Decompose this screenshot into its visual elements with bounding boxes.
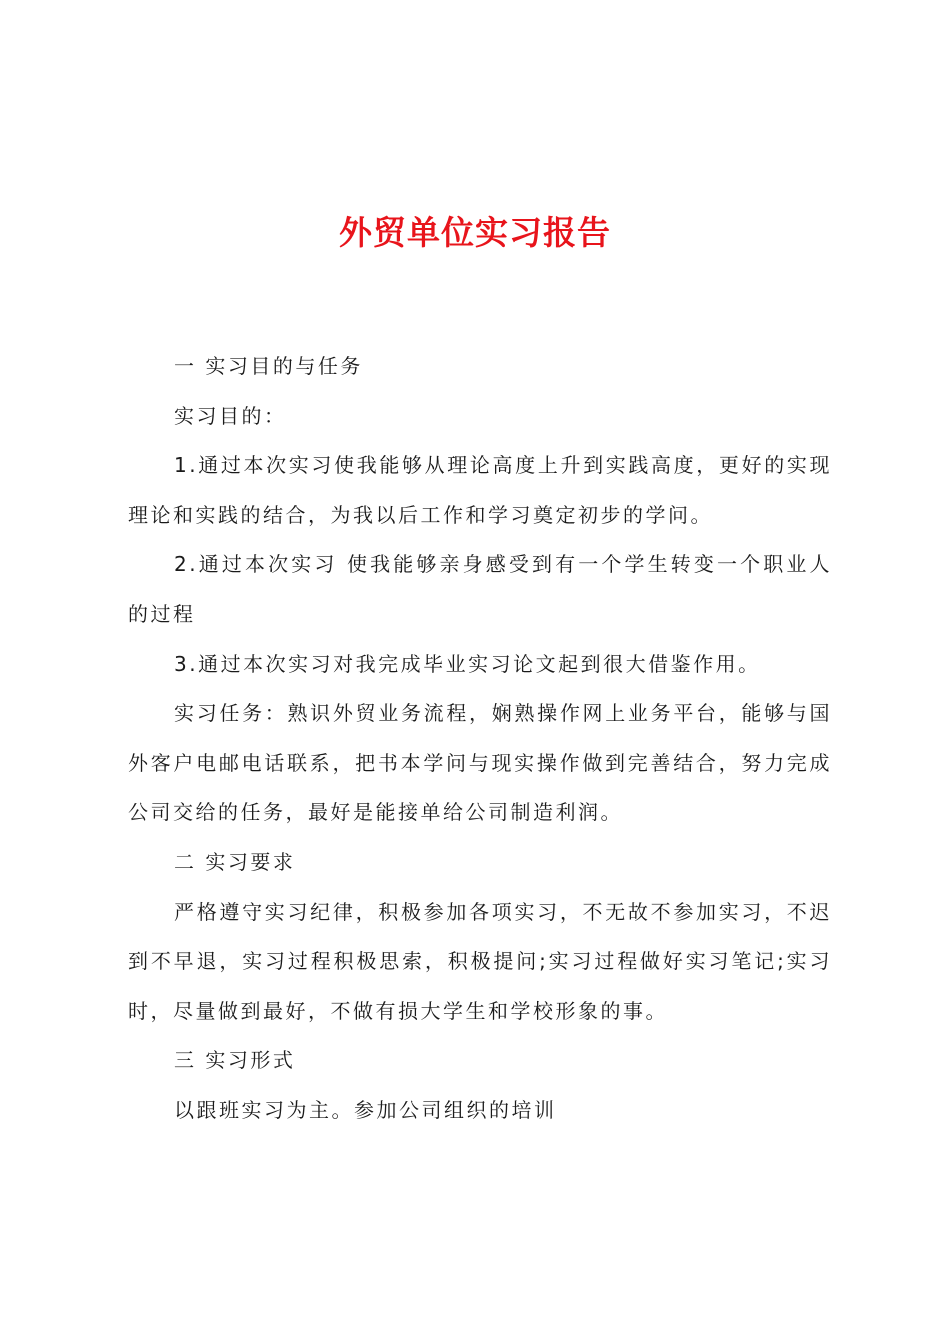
document-title: 外贸单位实习报告	[339, 213, 611, 252]
paragraph-purpose-label: 实习目的：	[174, 403, 287, 428]
paragraph-purpose-item-1: 1.通过本次实习使我能够从理论高度上升到实践高度，更好的实现理论和实践的结合，为我以后工作和学习奠定初步的学问。	[128, 453, 832, 527]
paragraph-purpose-item-3: 3.通过本次实习对我完成毕业实习论文起到很大借鉴作用。	[174, 651, 761, 676]
section-heading-purpose: 一 实习目的与任务	[174, 354, 363, 378]
section-heading-requirements: 二 实习要求	[174, 849, 296, 874]
paragraph-purpose-item-2: 2.通过本次实习 使我能够亲身感受到有一个学生转变一个职业人的过程	[128, 552, 832, 626]
document-body	[128, 342, 832, 1136]
paragraph-tasks: 实习任务：熟识外贸业务流程，娴熟操作网上业务平台，能够与国外客户电邮电话联系，把书本学问与现实操作做到完善结合，努力完成公司交给的任务，最好是能接单给公司制造利润。	[128, 701, 832, 825]
section-heading-form: 三 实习形式	[174, 1048, 296, 1073]
paragraph-form: 以跟班实习为主。参加公司组织的培训	[174, 1097, 557, 1122]
paragraph-requirements: 严格遵守实习纪律，积极参加各项实习，不无故不参加实习，不迟到不早退，实习过程积极思索，积极提问;实习过程做好实习笔记;实习时，尽量做到最好，不做有损大学生和学校形象的事。	[128, 899, 832, 1023]
